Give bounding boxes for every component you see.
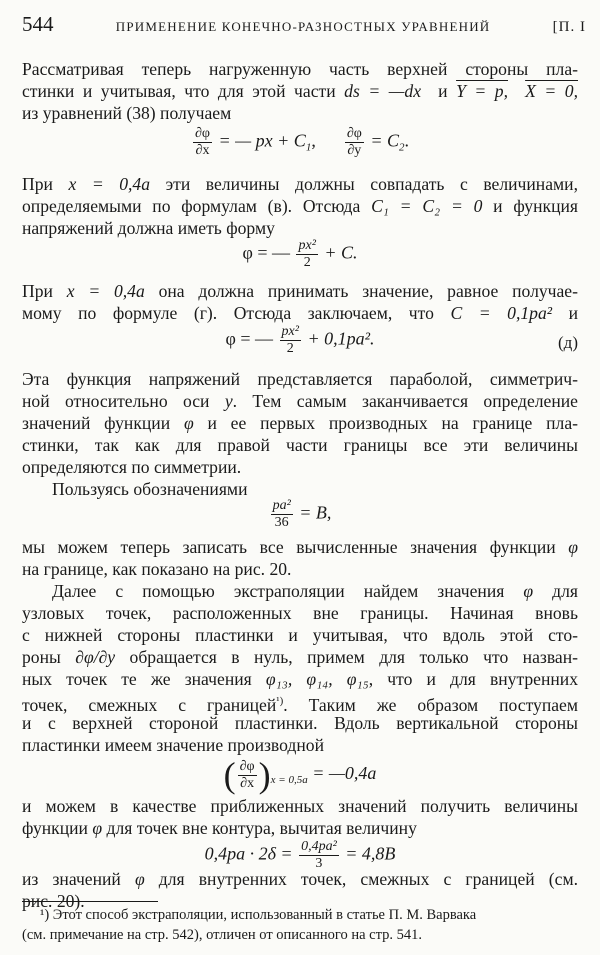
- text-line: рис. 20).: [22, 891, 85, 911]
- equation-b-definition: $\frac{\text{pa²}}{36}$ = B,: [272, 498, 332, 530]
- text-line: точек, смежных с границей$^{^1)}$. Таким же образом поступаем: [22, 694, 579, 715]
- equation-stress-function: φ = — $\frac{\text{px²}}{2}$ + C.: [242, 238, 358, 270]
- footnote-line: (см. примечание на стр. 542), отличен от описанного на стр. 541.: [22, 927, 422, 943]
- text-line: и с верхней стороной пластинки. Вдоль вертикальной стороны: [22, 713, 578, 733]
- text-line: на границе, как показано на рис. 20.: [22, 559, 292, 579]
- text-line: из уравнений (38) получаем: [22, 103, 232, 123]
- text-line: ной относительно оси y. Тем самым заканчивается определение: [22, 391, 578, 411]
- text-line: и можем в качестве приближенных значений получить величины: [22, 796, 578, 816]
- text-line: Рассматривая теперь нагруженную часть верхней стороны пла-: [22, 59, 578, 79]
- footnote-separator: [22, 901, 158, 902]
- text-line: Далее с помощью экстраполяции найдем значения φ для: [52, 581, 578, 601]
- text-line: определяются по симметрии.: [22, 457, 242, 477]
- text-line: мому по формуле (г). Отсюда заключаем, что C = 0,1pa² и: [22, 303, 578, 323]
- text-line: мы можем теперь записать все вычисленные значения функции φ: [22, 537, 578, 557]
- equation-parabola: φ = — $\frac{\text{px²}}{2}$ + 0,1pa².: [225, 324, 375, 356]
- text-line: стинки, так как для правой части границы все эти величины: [22, 435, 578, 455]
- text-line: определяемыми по формулам (в). Отсюда C₁ = C₂ = 0 и функция: [22, 196, 578, 216]
- text-line: роны ∂φ/∂y обращается в нуль, примем для только что назван-: [22, 647, 578, 667]
- text-line: стинки и учитывая, что для этой части ds = —dx и Y = p, X = 0,: [22, 81, 578, 101]
- text-line: ных точек те же значения φ₁₃, φ₁₄, φ₁₅, что и для внутренних: [22, 669, 579, 689]
- footnote-line: ¹) Этот способ экстраполяции, использованный в статье П. М. Варвака: [40, 907, 477, 923]
- footnote-marker: ¹): [276, 695, 284, 707]
- equation-partial-derivatives: $\frac{\partial\varphi}{\partial x}$ = — px + $C_1$, $\frac{\partial\varphi}{\partial y}$ = $C_2$.: [195, 126, 409, 158]
- equation-derivative-value: ( $\frac{\partial\varphi}{\partial x}$ )$_{x = 0,5a}$ = —0,4a: [223, 755, 377, 795]
- text-line: При x = 0,4a она должна принимать значение, равное получае-: [22, 281, 578, 301]
- equation-subtract-value: 0,4pa · 2δ = $\frac{\text{0,4pa²}}{3}$ = 4,8B: [204, 839, 396, 871]
- section-reference: [П. I: [552, 19, 586, 35]
- text-line: пластинки имеем значение производной: [22, 735, 324, 755]
- text-line: узловых точек, расположенных вне границы. Начиная вновь: [22, 603, 578, 623]
- equation-label: (д): [558, 333, 578, 352]
- text-line: Пользуясь обозначениями: [52, 479, 248, 499]
- text-line: Эта функция напряжений представляется параболой, симметрич-: [22, 369, 578, 389]
- text-line: из значений φ для внутренних точек, смежных с границей (см.: [22, 869, 579, 889]
- text-line: функции φ для точек вне контура, вычитая величину: [22, 818, 417, 838]
- text-line: с нижней стороны пластинки и учитывая, что вдоль этой сто-: [22, 625, 578, 645]
- running-title: ПРИМЕНЕНИЕ КОНЕЧНО-РАЗНОСТНЫХ УРАВНЕНИЙ: [115, 19, 491, 34]
- text-line: значений функции φ и ее первых производных на границе пла-: [22, 413, 578, 433]
- text-line: При x = 0,4a эти величины должны совпадать с величинами,: [22, 174, 578, 194]
- text-line: напряжений должна иметь форму: [22, 218, 275, 238]
- running-header: [22, 12, 586, 38]
- page-number: 544: [22, 12, 54, 36]
